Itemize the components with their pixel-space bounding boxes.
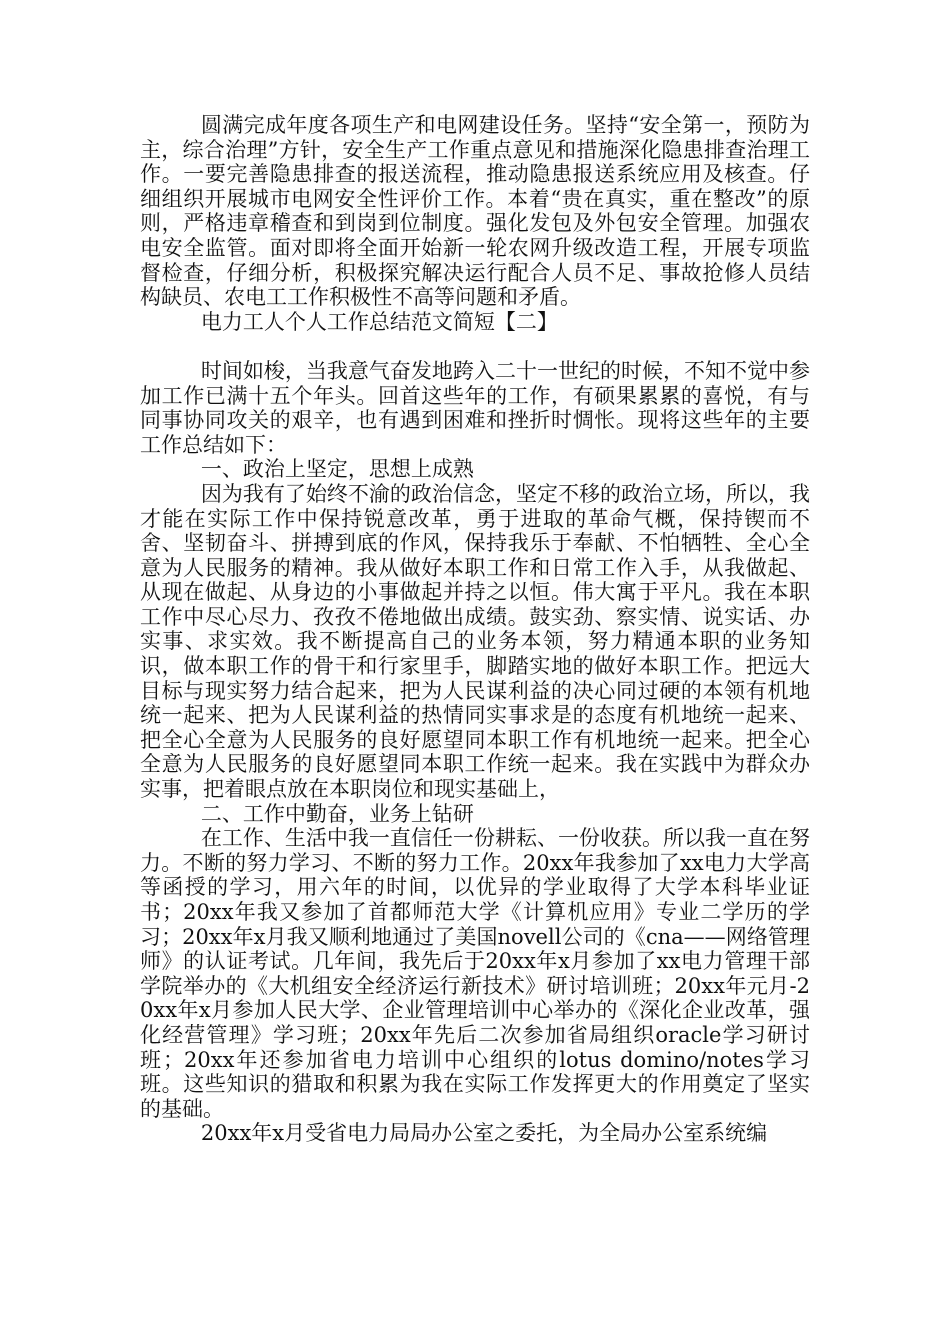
blank-line bbox=[140, 334, 810, 359]
paragraph-study-training: 在工作、生活中我一直信任一份耕耘、一份收获。所以我一直在努力。不断的努力学习、不断的努力工作。20xx年我参加了xx电力大学高等函授的学习，用六年的时间，以优异的学业取得了大学本科毕业证书；20xx年我又参加了首都师范大学《计算机应用》专业二学历的学习；20xx年x月我又顺利地通过了美国novell公司的《cna——网络管理师》的认证考试。几年间，我先后于20xx年x月参加了xx电力管理干部学院举办的《大机组安全经济运行新技术》研讨培训班；20xx年元月-20xx年x月参加人民大学、企业管理培训中心举办的《深化企业改革，强化经营管理》学习班；20xx年先后二次参加省局组织oracle学习研讨班；20xx年还参加省电力培训中心组织的lotus domino/notes学习班。这些知识的猎取和积累为我在实际工作发挥更大的作用奠定了坚实的基础。 bbox=[140, 826, 810, 1121]
document-body bbox=[140, 113, 810, 1146]
heading-diligent-work: 二、工作中勤奋，业务上钻研 bbox=[200, 801, 474, 826]
paragraph-office-assignment: 20xx年x月受省电力局局办公室之委托，为全局办公室系统编 bbox=[200, 1121, 768, 1146]
section-title-part-two: 电力工人个人工作总结范文简短【二】 bbox=[200, 309, 558, 334]
paragraph-political-belief: 因为我有了始终不渝的政治信念，坚定不移的政治立场，所以，我才能在实际工作中保持锐意改革，勇于进取的革命气概，保持锲而不舍、坚韧奋斗、拼搏到底的作风，保持我乐于奉献、不怕牺牲、全心全意为人民服务的精神。我从做好本职工作和日常工作入手，从我做起、从现在做起、从身边的小事做起并持之以恒。伟大寓于平凡。我在本职工作中尽心尽力、孜孜不倦地做出成绩。鼓实劲、察实情、说实话、办实事、求实效。我不断提高自己的业务本领，努力精通本职的业务知识，做本职工作的骨干和行家里手，脚踏实地的做好本职工作。把远大目标与现实努力结合起来，把为人民谋利益的决心同过硬的本领有机地统一起来、把为人民谋利益的热情同实事求是的态度有机地统一起来、把全心全意为人民服务的良好愿望同本职工作有机地统一起来。把全心全意为人民服务的良好愿望同本职工作统一起来。我在实践中为群众办实事，把着眼点放在本职岗位和现实基础上， bbox=[140, 481, 810, 802]
paragraph-introduction: 时间如梭，当我意气奋发地跨入二十一世纪的时候，不知不觉中参加工作已满十五个年头。回首这些年的工作，有硕果累累的喜悦，有与同事协同攻关的艰辛，也有遇到困难和挫折时惆怅。现将这些年的主要工作总结如下： bbox=[140, 358, 810, 457]
heading-political-stance: 一、政治上坚定，思想上成熟 bbox=[200, 457, 474, 482]
paragraph-safety-production: 圆满完成年度各项生产和电网建设任务。坚持“安全第一，预防为主，综合治理”方针，安全生产工作重点意见和措施深化隐患排查治理工作。一要完善隐患排查的报送流程，推动隐患报送系统应用及核查。仔细组织开展城市电网安全性评价工作。本着“贵在真实，重在整改”的原则，严格违章稽查和到岗到位制度。强化发包及外包安全管理。加强农电安全监管。面对即将全面开始新一轮农网升级改造工程，开展专项监督检查，仔细分析，积极探究解决运行配合人员不足、事故抢修人员结构缺员、农电工工作积极性不高等问题和矛盾。 bbox=[140, 113, 810, 310]
